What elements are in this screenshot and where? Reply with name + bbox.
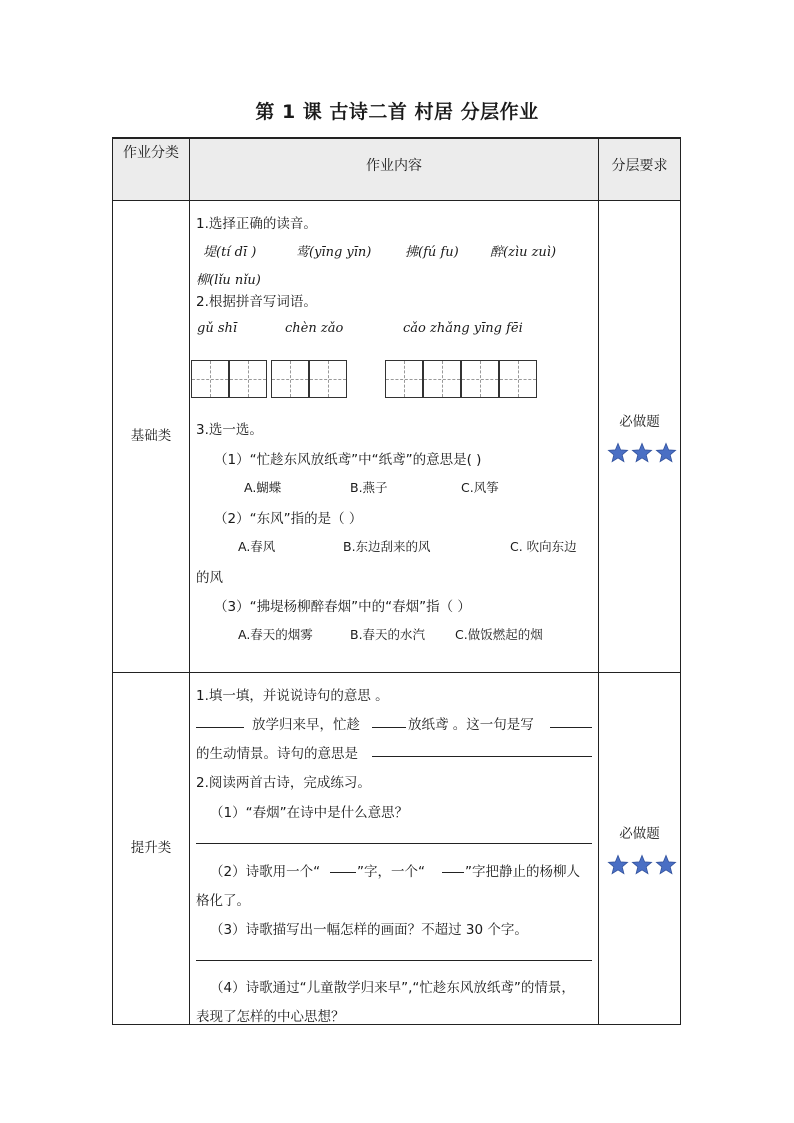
answer-line[interactable] — [196, 843, 592, 844]
pronunciation-item: 堤(tí dī ) — [203, 245, 257, 260]
row-level-advanced: 必做题 — [619, 826, 660, 842]
advanced-q2-3: （3）诗歌描写出一幅怎样的画面？不超过 30 个字。 — [210, 922, 528, 938]
advanced-q1-line1b: 放纸鸢 。这一句是写 — [408, 717, 534, 733]
advanced-q2-2-wrap: 格化了。 — [196, 893, 250, 909]
writing-grid-cell[interactable] — [309, 360, 347, 398]
advanced-q2-1: （1）“春烟”在诗中是什么意思？ — [210, 805, 409, 821]
basic-q2-title: 2.根据拼音写词语。 — [196, 294, 317, 310]
writing-grid-cell[interactable] — [229, 360, 267, 398]
pronunciation-item: 拂(fú fu) — [405, 245, 459, 260]
option-b: B.东边刮来的风 — [343, 539, 431, 554]
star-icon — [631, 854, 653, 876]
option-b: B.燕子 — [350, 480, 388, 495]
option-a: A.春风 — [238, 539, 276, 554]
star-icon — [655, 442, 677, 464]
pronunciation-item: 莺(yīng yīn) — [296, 245, 372, 260]
page-title: 第 1 课 古诗二首 村居 分层作业 — [255, 101, 539, 123]
table-divider — [112, 672, 681, 673]
row-category-advanced: 提升类 — [130, 840, 172, 856]
table-column-divider — [189, 137, 190, 1025]
basic-q3-3: （3）“拂堤杨柳醉春烟”中的“春烟”指（ ） — [214, 599, 471, 615]
row-level-basic: 必做题 — [619, 414, 660, 430]
star-icon — [607, 442, 629, 464]
basic-q3-2: （2）“东风”指的是（ ） — [214, 511, 363, 527]
pronunciation-item: 柳(lǐu nǐu) — [196, 273, 261, 288]
basic-q1-title: 1.选择正确的读音。 — [196, 216, 317, 232]
pinyin-prompt: chèn zǎo — [285, 321, 344, 336]
advanced-q2-2c: ”字把静止的杨柳人 — [465, 864, 580, 880]
basic-q3-title: 3.选一选。 — [196, 422, 263, 438]
table-divider — [112, 200, 681, 201]
table-column-divider — [598, 137, 599, 1025]
pronunciation-item: 醉(zìu zuì) — [490, 245, 557, 260]
option-a: A.春天的烟雾 — [238, 627, 313, 642]
star-icon — [607, 854, 629, 876]
writing-grid-cell[interactable] — [499, 360, 537, 398]
writing-grid-cell[interactable] — [191, 360, 229, 398]
pinyin-prompt: cǎo zhǎng yīng fēi — [403, 321, 523, 336]
advanced-q1-line1a: 放学归来早，忙趁 — [252, 717, 360, 733]
pinyin-prompt: gǔ shī — [197, 321, 238, 336]
writing-grid-cell[interactable] — [385, 360, 423, 398]
answer-line[interactable] — [196, 960, 592, 961]
basic-q3-1: （1）“忙趁东风放纸鸢”中“纸鸢”的意思是( ) — [214, 452, 482, 468]
fill-blank[interactable] — [372, 727, 406, 728]
advanced-q1-line2: 的生动情景。诗句的意思是 — [196, 746, 358, 762]
header-content: 作业内容 — [366, 158, 422, 174]
star-icon — [631, 442, 653, 464]
advanced-q2-title: 2.阅读两首古诗，完成练习。 — [196, 775, 371, 791]
fill-blank[interactable] — [442, 872, 464, 873]
fill-blank[interactable] — [196, 727, 244, 728]
option-c: C.风筝 — [461, 480, 499, 495]
fill-blank[interactable] — [550, 727, 592, 728]
advanced-q2-4a: （4）诗歌通过“儿童散学归来早”,“忙趁东风放纸鸢”的情景， — [210, 980, 575, 996]
table-border-left — [112, 137, 113, 1025]
table-border-right — [680, 137, 681, 1025]
fill-blank[interactable] — [372, 756, 592, 757]
row-category-basic: 基础类 — [130, 428, 172, 444]
option-c: C. 吹向东边 — [510, 539, 577, 554]
advanced-q2-4b: 表现了怎样的中心思想？ — [196, 1009, 345, 1025]
advanced-q2-2b: ”字，一个“ — [357, 864, 425, 880]
writing-grid-cell[interactable] — [461, 360, 499, 398]
option-c-wrap: 的风 — [196, 570, 223, 586]
writing-grid-cell[interactable] — [423, 360, 461, 398]
fill-blank[interactable] — [330, 872, 356, 873]
option-b: B.春天的水汽 — [350, 627, 426, 642]
header-category: 作业分类 — [123, 145, 179, 161]
option-a: A.蝴蝶 — [244, 480, 282, 495]
advanced-q1-title: 1.填一填，并说说诗句的意思 。 — [196, 688, 389, 704]
header-level: 分层要求 — [611, 158, 668, 174]
writing-grid-cell[interactable] — [271, 360, 309, 398]
table-border-top — [112, 137, 681, 139]
option-c: C.做饭燃起的烟 — [455, 627, 543, 642]
advanced-q2-2a: （2）诗歌用一个“ — [210, 864, 321, 880]
star-icon — [655, 854, 677, 876]
